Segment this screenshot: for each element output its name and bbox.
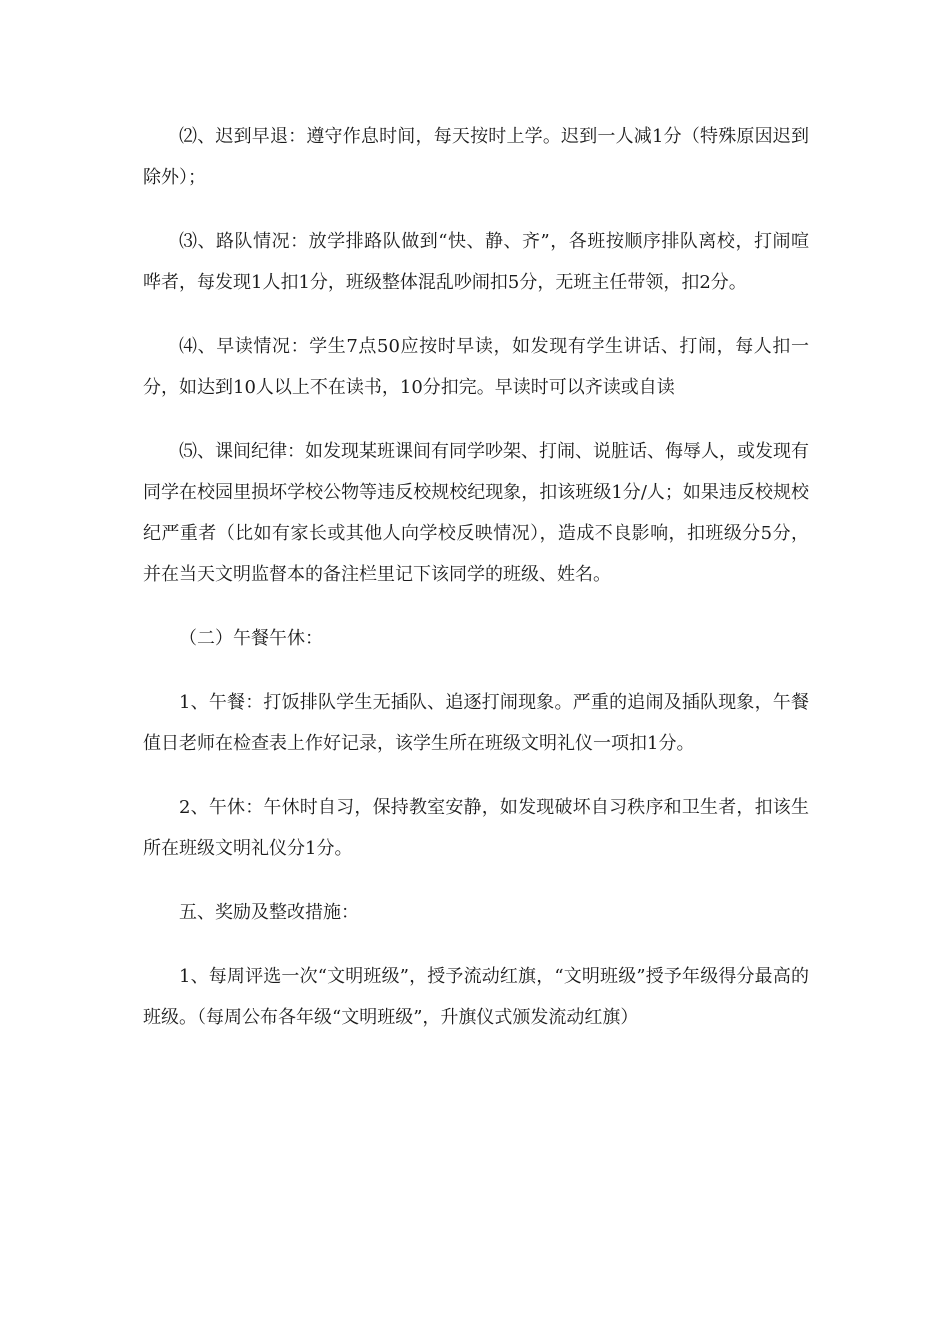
rule-morning-reading: ⑷、早读情况：学生7点50应按时早读，如发现有学生讲话、打闹，每人扣一分，如达到10人以上不在读书，10分扣完。早读时可以齐读或自读 [143, 336, 809, 398]
rule-late-early-leave: ⑵、迟到早退：遵守作息时间，每天按时上学。迟到一人减1分（特殊原因迟到除外）； [143, 126, 809, 188]
document-body [143, 116, 809, 1061]
rule-lunch: 1、午餐：打饭排队学生无插队、追逐打闹现象。严重的追闹及插队现象，午餐值日老师在检查表上作好记录，该学生所在班级文明礼仪一项扣1分。 [143, 692, 809, 754]
section-heading-rewards: 五、奖励及整改措施： [179, 902, 359, 923]
reward-civilized-class: 1、每周评选一次“文明班级”，授予流动红旗，“文明班级”授予年级得分最高的班级。（每周公布各年级“文明班级”，升旗仪式颁发流动红旗） [143, 966, 809, 1028]
rule-break-discipline: ⑸、课间纪律：如发现某班课间有同学吵架、打闹、说脏话、侮辱人，或发现有同学在校园里损坏学校公物等违反校规校纪现象，扣该班级1分/人；如果违反校规校纪严重者（比如有家长或其他人向学校反映情况），造成不良影响，扣班级分5分，并在当天文明监督本的备注栏里记下该同学的班级、姓名。 [143, 441, 809, 585]
rule-dismissal-line: ⑶、路队情况：放学排路队做到“快、静、齐”，各班按顺序排队离校，打闹喧哗者，每发现1人扣1分，班级整体混乱吵闹扣5分，无班主任带领，扣2分。 [143, 231, 809, 293]
rule-nap: 2、午休：午休时自习，保持教室安静，如发现破坏自习秩序和卫生者，扣该生所在班级文明礼仪分1分。 [143, 797, 809, 859]
section-heading-lunch-nap: （二）午餐午休： [179, 628, 323, 649]
